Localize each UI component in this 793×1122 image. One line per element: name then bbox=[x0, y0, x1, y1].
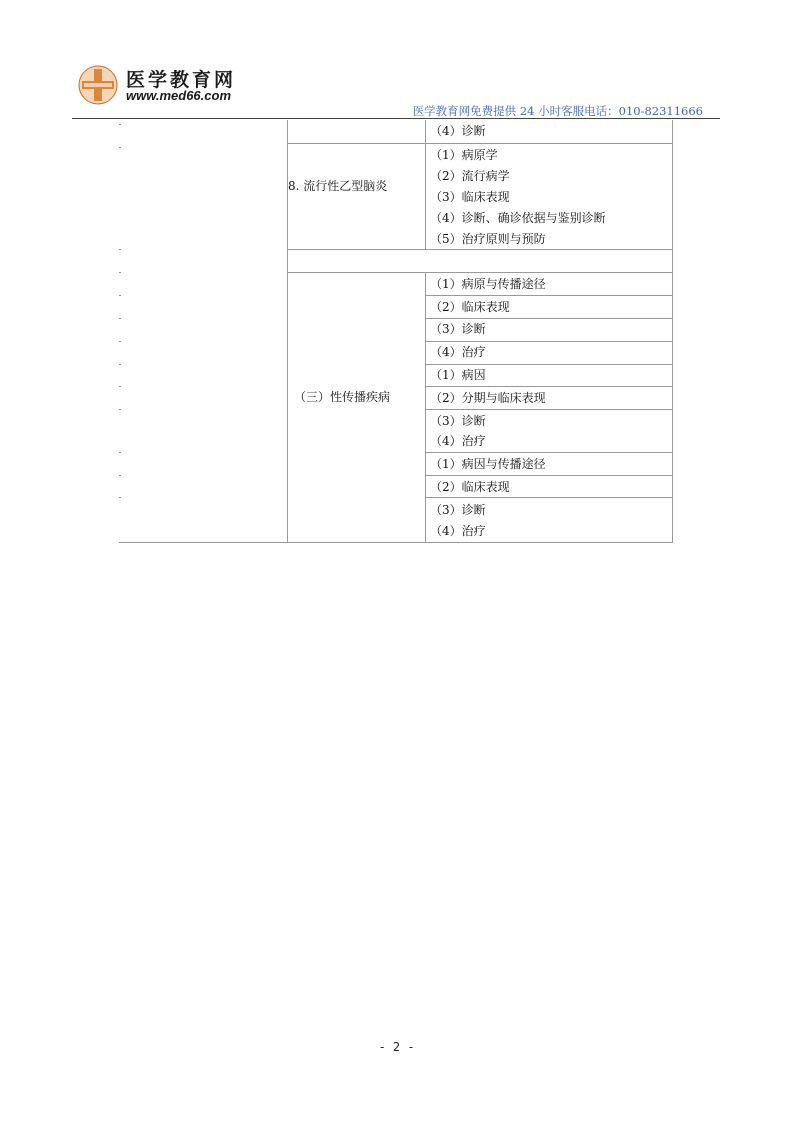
table-column-divider bbox=[425, 272, 426, 542]
margin-mark bbox=[119, 341, 121, 342]
list-item: （1）病原与传播途径 bbox=[430, 277, 546, 291]
row-divider bbox=[425, 475, 673, 476]
margin-mark bbox=[119, 452, 121, 453]
row-divider bbox=[425, 386, 673, 387]
logo-title: 医学教育网 bbox=[126, 69, 237, 91]
logo-url: www.med66.com bbox=[126, 88, 231, 103]
list-item: （3）诊断 bbox=[430, 322, 486, 336]
table-column-divider bbox=[425, 120, 426, 250]
list-item: （1）病原学 bbox=[430, 148, 498, 162]
margin-mark bbox=[119, 386, 121, 387]
row-divider bbox=[287, 272, 673, 273]
list-item: （1）病因 bbox=[430, 368, 486, 382]
row-divider bbox=[425, 497, 673, 498]
list-item: （3）诊断 bbox=[430, 414, 486, 428]
margin-mark bbox=[119, 409, 121, 410]
section-title: 8. 流行性乙型脑炎 bbox=[288, 179, 388, 193]
row-divider bbox=[425, 364, 673, 365]
table-border-bottom bbox=[119, 542, 673, 543]
list-item: （2）临床表现 bbox=[430, 300, 510, 314]
row-divider bbox=[425, 452, 673, 453]
list-item: （4）诊断、确诊依据与鉴别诊断 bbox=[430, 211, 606, 225]
list-item: （4）治疗 bbox=[430, 524, 486, 538]
list-item: （5）治疗原则与预防 bbox=[430, 232, 546, 246]
header-service-text: 医学教育网免费提供 24 小时客服电话：010-82311666 bbox=[412, 104, 703, 118]
page-number: - 2 - bbox=[378, 1040, 415, 1054]
section-title: （三）性传播疾病 bbox=[294, 390, 391, 404]
margin-mark bbox=[119, 124, 121, 125]
list-item: （1）病因与传播途径 bbox=[430, 457, 546, 471]
margin-mark bbox=[119, 475, 121, 476]
list-item: （4）治疗 bbox=[430, 434, 486, 448]
margin-mark bbox=[119, 364, 121, 365]
table-cell-item: （4）诊断 bbox=[430, 124, 486, 138]
row-divider bbox=[425, 295, 673, 296]
row-divider bbox=[287, 143, 673, 144]
row-divider bbox=[425, 318, 673, 319]
logo-emblem-icon bbox=[76, 63, 120, 107]
margin-mark bbox=[119, 318, 121, 319]
list-item: （3）诊断 bbox=[430, 503, 486, 517]
header-divider bbox=[72, 118, 720, 119]
row-divider bbox=[425, 409, 673, 410]
list-item: （2）流行病学 bbox=[430, 169, 510, 183]
margin-mark bbox=[119, 497, 121, 498]
logo bbox=[76, 63, 266, 107]
row-divider bbox=[425, 341, 673, 342]
list-item: （3）临床表现 bbox=[430, 190, 510, 204]
list-item: （2）分期与临床表现 bbox=[430, 391, 546, 405]
list-item: （4）治疗 bbox=[430, 345, 486, 359]
list-item: （2）临床表现 bbox=[430, 480, 510, 494]
margin-mark bbox=[119, 272, 121, 273]
table-border-right bbox=[672, 120, 673, 542]
margin-mark bbox=[119, 147, 121, 148]
margin-mark bbox=[119, 295, 121, 296]
row-divider bbox=[287, 249, 673, 250]
margin-mark bbox=[119, 249, 121, 250]
